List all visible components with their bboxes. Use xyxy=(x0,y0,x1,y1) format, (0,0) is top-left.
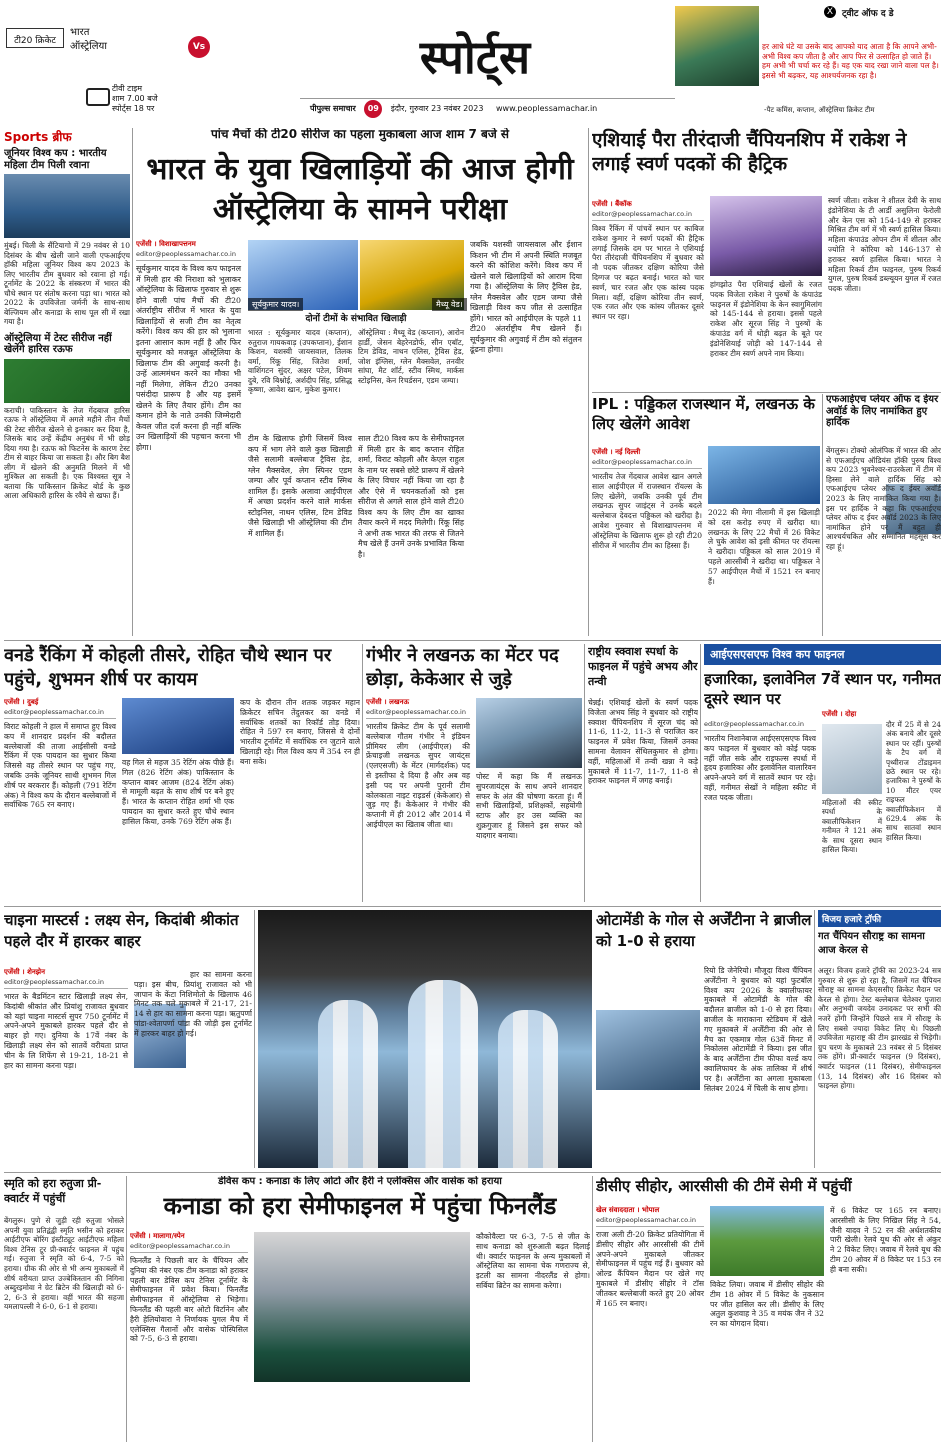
tv-info xyxy=(112,84,192,120)
gambhir-text-1: भारतीय क्रिकेट टीम के पूर्व सलामी बल्लेबाज गौतम गंभीर ने इंडियन प्रीमियर लीग (आईपीएल) की फ्रेंचाइजी लखनऊ सुपर जायंट्स (एलएसजी) के मेंटर (मार्गदर्शक) पद से इस्तीफा दे दिया है और अब वह इसी पद पर अपनी पुरानी टीम कोलकाता नाइट राइडर्स (केकेआर) से जुड़ गए हैं। केकेआर ने गंभीर की कप्तानी में ही 2012 और 2014 में आईपीएल का खिताब जीता था। xyxy=(366,722,470,829)
brief-text-2: कराची। पाकिस्तान के तेज गेंदबाज हारिस रऊफ ने ऑस्ट्रेलिया में अगले महीने तीन मैचों की टेस्ट सीरीज खेलने से इनकार कर दिया है, जिसके बाद उन्हें केंद्रीय अनुबंध में भी छोड़ दिया गया है। रऊफ को फिटनेस के कारण टेस्ट टीम से बाहर किया जा सकता है। और बिग बैश लीग में खेलने की अनुमति मिलने में भी मुश्किल आ सकती है। एक विश्वस्त सूत्र ने बताया कि पाकिस्तान क्रिकेट बोर्ड के कुछ आला अधिकारी हारिस के रवैये से खफा हैं। xyxy=(4,405,130,500)
china-byline: एजेंसी । शेनझेन xyxy=(4,968,45,976)
t20-box xyxy=(6,28,64,48)
ipl-text-1: भारतीय तेज गेंदबाज आवेश खान अगले साल आईपीएल में राजस्थान रॉयल्स के लिए खेलेंगे, जबकि उनकी पूर्व टीम लखनऊ सुपर जाइंट्स ने उनके बदले बल्लेबाज देवदत्त पड्डिकल को खरीदा है। आवेश गुरुवार से विशाखापत्तनम में ऑस्ट्रेलिया के खिलाफ शुरू हो रही टी20 सीरीज में भारतीय टीम का हिस्सा हैं। xyxy=(592,472,702,550)
davis-byline: एजेंसी । मालागा/स्पेन xyxy=(130,1232,185,1240)
lead-col-1: सूर्यकुमार यादव के विश्व कप फाइनल में मिली हार की निराशा को भुलाकर ऑस्ट्रेलिया के खिलाफ गुरुवार से शुरू होने वाली पांच मैचों की टी20 अंतर्राष्ट्रीय सीरीज में भारत के युवा खिलाड़ियों से सजी टीम का नेतृत्व करेंगे। विश्व कप की हार को भुलाना इतना आसान काम नहीं है और फिर सूर्यकुमार को मजबूत ऑस्ट्रेलिया के खिलाफ टीम की अगुवाई करनी है। उन्हें आत्ममंथन करने का मौका भी नहीं मिलेगा, लेकिन टी20 उनका पसंदीदा प्रारूप है और यह इसमें खेलने के लिए तैयार होंगे। टीम का कमान होने के नाते उनकी जिम्मेदारी केवल जीत दर्ज करना ही नहीं बल्कि उन खिलाड़ियों की पहचान करना भी होगा। xyxy=(136,264,241,452)
lead-col-2: टीम के खिलाफ होगी जिसमें विश्व कप में भाग लेने वाले कुछ खिलाड़ी जैसे सलामी बल्लेबाज ट्रैविस हेड, ग्लेन मैक्सवेल, लेग स्पिनर एडम जम्पा और पूर्व कप्तान स्टीव स्मिथ शामिल हैं। इसके अलावा आईपीएल में अच्छा प्रदर्शन करने वाले मार्कस स्टोइनिस, नाथन एलिस, टिम डेविड जैसे खिलाड़ी भी ऑस्ट्रेलिया की टीम में शामिल हैं। xyxy=(248,434,352,538)
dca-story xyxy=(596,1176,941,1442)
argentina-story xyxy=(592,910,812,1168)
kohli-photo xyxy=(122,698,234,754)
smriti-story xyxy=(4,1176,124,1442)
rakesh-photo xyxy=(710,196,822,276)
odi-story xyxy=(4,644,360,902)
tweet-box xyxy=(762,6,942,121)
gambhir-byline: एजेंसी । लखनऊ xyxy=(366,698,409,706)
cummins-photo xyxy=(675,6,759,86)
brief-text-1: मुंबई। चिली के सैंटियागो में 29 नवंबर से 10 दिसंबर के बीच खेली जाने वाली एफआईएच हॉकी महिला जूनियर विश्व कप 2023 के लिए भारतीय टीम बुधवार को रवाना हो गई। टूर्नामेंट के 2022 के संस्करण में भारत की चौथे स्थान पर संतोष करना पड़ा था। भारत को 2022 के उपविजेता जर्मनी के साथ-साथ बेल्जियम और कनाडा के साथ पूल सी में रखा गया है। xyxy=(4,241,130,326)
site-url: www.peoplessamachar.in xyxy=(495,104,598,113)
odi-text-3: कप के दौरान तीन शतक जड़कर महान क्रिकेटर सचिन तेंदुलकर का वनडे में सर्वाधिक शतकों का रिकॉर्ड तोड़ दिया। रोहित ने 597 रन बनाए, जिससे वे दोनों भारतीय टूर्नामेंट में सर्वाधिक रन जुटाने वाले खिलाड़ी रहे। गिल विश्व कप में 354 रन ही बना सके। xyxy=(240,698,360,766)
gambhir-headline: गंभीर ने लखनऊ का मेंटर पद छोड़ा, केकेआर से जुड़े xyxy=(366,645,559,690)
argentina-text: रियो डि जेनेरियो। मौजूदा विश्व चैंपियन अर्जेंटीना ने बुधवार को यहां फुटबॉल विश्व कप 2026 के क्वालीफायर मुकाबले में ओटामेंडी के गोल की बदौलत ब्राजील को 1-0 से हरा दिया। ब्राजील के माराकाना स्टेडियम में खेले गए मुकाबले में अर्जेंटीना की ओर से मैच का एकमात्र गोल 63वें मिनट में निकोलस ओटामेंडी ने किया। इस जीत के बाद अर्जेंटीना टीम फीफा वर्ल्ड कप क्वालिफायर के अंक तालिका में शीर्ष पर है। अर्जेंटीना का अगला मुकाबला सितंबर 2024 में चिली के साथ होगा। xyxy=(704,966,812,1093)
shooter-photo xyxy=(822,724,882,794)
squads-title: दोनों टीमों के संभावित खिलाड़ी xyxy=(305,314,407,324)
archery-story xyxy=(592,128,941,390)
dca-text-2: विकेट लिया। जवाब में डीसीए सीहोर की टीम 18 ओवर में 5 विकेट के नुकसान पर जीत हासिल कर ली। डीसीए के लिए अतुल कुशवाह ने 35 व मयंक जैन ने 32 रन का योगदान दिया। xyxy=(710,1280,824,1329)
issf-text-1: भारतीय निशानेबाज आईएसएसएफ विश्व कप फाइनल में बुधवार को कोई पदक नहीं जीत सके और राइफल्स स्पर्धा में हृदय हजारिका और इलावेनिल वालारिवन अपने-अपने वर्ग में सातवें स्थान पर रहे। वहीं, गनीमत सेखों ने महिला स्कीट में रजत पदक जीता। xyxy=(704,734,816,802)
davis-email: editor@peoplessamachar.co.in xyxy=(130,1242,248,1253)
vijay-headline: गत चैंपियन सौराष्ट्र का सामना आज केरल से xyxy=(818,931,925,956)
page-number: 09 xyxy=(364,100,382,118)
davis-kicker: डेविस कप : कनाडा के लिए ओटो और हैरी ने एलेक्सिस और वासेक को हराया xyxy=(218,1176,502,1187)
lead-col-4: जबकि यशस्वी जायसवाल और ईशान किशन भी टीम में अपनी स्थिति मजबूत करने की कोशिश करेंगे। विश्व कप में खेलने वाले खिलाड़ियों को आराम दिया गया है। ऑस्ट्रेलिया के लिए ट्रैविस हेड, ग्लेन मैक्सवेल और एडम जम्पा जैसे खिलाड़ी विश्व कप जीत से उत्साहित होंगे। भारत को आईपीएल के पहले 11 टी20 अंतर्राष्ट्रीय मैच खेलने हैं। सूर्यकुमार की अगुवाई में टीम को संतुलन ढूंढना होगा। xyxy=(470,240,582,354)
ota-celebration-photo xyxy=(596,1010,700,1090)
odi-text-1: विराट कोहली ने हाल में समाप्त हुए विश्व कप में शानदार प्रदर्शन की बदौलत बल्लेबाजों की ताजा आईसीसी वनडे रैंकिंग में एक पायदान का सुधार किया जिससे वह तीसरे स्थान पर पहुंच गए, जबकि उनके जूनियर साथी शुभमन गिल शीर्ष पर बरकरार हैं। कोहली (791 रेटिंग अंक) ने विश्व कप के दौरान बल्लेबाजों में सर्वाधिक 765 रन बनाए। xyxy=(4,722,116,810)
lead-col-3: साल टी20 विश्व कप के सेमीफाइनल में मिली हार के बाद कप्तान रोहित शर्मा, विराट कोहली और केएल राहुल के नाम पर सबसे छोटे प्रारूप में खेलने के लिए विचार नहीं किया जा रहा है और ऐसे में चयनकर्ताओं को इस सीरीज से अगले साल होने वाले टी20 विश्व कप के लिए टीम का खाका तैयार करने में मदद मिलेगी। रिंकू सिंह ने अभी तक भारत की तरफ से जितने मैच खेले हैं उनमें उनके प्रभावित किया है। xyxy=(358,434,464,559)
brief-column xyxy=(4,128,130,636)
gambhir-photo xyxy=(476,698,582,768)
argentina-brazil-photo xyxy=(258,910,608,1168)
avesh-photo xyxy=(708,446,820,504)
china-headline: चाइना मास्टर्स : लक्ष्य सेन, किदांबी श्रीकांत पहले दौर में हारकर बाहर xyxy=(4,911,239,950)
lead-byline: एजेंसी । विशाखापत्तनम xyxy=(136,240,196,248)
dateline: इंदौर, गुरुवार 23 नवंबर 2023 xyxy=(390,104,484,113)
masthead xyxy=(0,0,945,125)
ipl-email: editor@peoplessamachar.co.in xyxy=(592,458,702,469)
team-australia: ऑस्ट्रेलिया xyxy=(70,41,107,52)
tweet-text: हर आधे घंटे या उसके बाद आपको याद आता है कि आपने अभी-अभी विश्व कप जीता है और आप फिर से उत्साहित हो जाते हैं। हम अभी भी चर्चा कर रहे हैं। यह एक याद रखा जाने वाला पल है। इससे भी बढ़कर, यह आश्चर्यजनक रहा है। xyxy=(762,42,939,80)
archery-text-1: विश्व रैंकिंग में पांचवें स्थान पर काबिज राकेश कुमार ने स्वर्ण पदकों की हैट्रिक लगाई जिसके दम पर भारत ने एशियाई पैरा तीरंदाजी चैंपियनशिप में बुधवार को नौ पदक जीतकर दक्षिण कोरिया जैसे दिग्गज पर बढ़त बनाई। भारत को चार स्वर्ण, चार रजत और एक कांस्य पदक मिला। वहीं, दक्षिण कोरिया तीन स्वर्ण, एक रजत और एक कांस्य जीतकर दूसरे स्थान पर रहा। xyxy=(592,224,704,322)
china-email: editor@peoplessamachar.co.in xyxy=(4,978,128,989)
archery-headline: एशियाई पैरा तीरंदाजी चैंपियनशिप में राकेश ने लगाई स्वर्ण पदकों की हैट्रिक xyxy=(592,129,907,175)
finland-team-photo xyxy=(254,1232,470,1382)
paper-strip xyxy=(300,98,675,118)
tv-time-label: टीवी टाइम xyxy=(112,84,142,93)
argentina-headline: ओटामेंडी के गोल से अर्जेंटीना ने ब्राजील को 1-0 से हराया xyxy=(596,911,812,950)
dca-byline: खेल संवाददाता । भोपाल xyxy=(596,1206,660,1214)
china-text-2: हार का सामना करना पड़ा। इस बीच, प्रियांशु राजावत को भी जापान के केंटा निशिमोतो के खिलाफ 46 मिनट तक चले मुकाबले में 21-17, 21-14 से हार का सामना करना पड़ा। ऋतुपर्णा पांडा-श्वेतापर्णा पांडा की जोड़ी इस टूर्नामेंट में हारकर बाहर हो गई। xyxy=(134,970,252,1038)
dca-email: editor@peoplessamachar.co.in xyxy=(596,1216,704,1227)
archery-text-3: स्वर्ण जीता। राकेश ने शीतल देवी के साथ इंडोनेशिया के टी आर्डी असुलिना फेरोली और केन एस को 154-149 से हराकर मिश्रित टीम वर्ग में भी स्वर्ण हासिल किया। महिला कंपाउंड ओपन टीम में शीतल और ज्योति ने कोरिया को 146-137 से हराकर स्वर्ण हासिल किया। भारत ने महिला रिकर्व टीम फाइनल, पुरुष रिकर्व युगल, पुरुष रिकर्व डब्ल्यूयन युगल में रजत पदक जीता। xyxy=(828,196,941,294)
lead-email: editor@peoplessamachar.co.in xyxy=(136,250,241,261)
davis-headline: कनाडा को हरा सेमीफाइनल में पहुंचा फिनलैंड xyxy=(163,1191,557,1220)
squad-australia: ऑस्ट्रेलिया : मैथ्यू वेड (कप्तान), आरोन हार्डी, जेसन बेहरेनडोर्फ, सीन एबॉट, टिम डेविड, नाथन एलिस, ट्रैविस हेड, जोश इंग्लिस, ग्लेन मैक्सवेल, तनवीर सांघा, मैट शॉर्ट, स्टीव स्मिथ, मार्कस स्टोइनिस, केन रिचर्डसन, एडम जम्पा। xyxy=(358,328,464,385)
gambhir-text-2: पोस्ट में कहा कि मैं लखनऊ सुपरजायंट्स के साथ अपने शानदार सफर के अंत की घोषणा करता हूं। मैं सभी खिलाड़ियों, प्रशिक्षकों, सहयोगी स्टाफ और हर उस व्यक्ति का शुक्रगुजार हूं जिसने इस सफर को यादगार बनाया। xyxy=(476,772,582,840)
brief-headline-1: जूनियर विश्व कप : भारतीय महिला टीम पिली रवाना xyxy=(4,148,107,171)
archery-email: editor@peoplessamachar.co.in xyxy=(592,210,704,221)
dca-text-3: में 6 विकेट पर 165 रन बनाए। आरसीसी के लिए निखिल सिंह ने 54, जैनी यादव ने 52 रन की अर्धशतकीय पारी खेली। रेलवे यूथ की ओर से अंकुर ने 2 विकेट लिए। जवाब में रेलवे यूथ की टीम 20 ओवर में 8 विकेट पर 153 रन ही बना सकी। xyxy=(830,1206,941,1274)
dca-text-1: राजा अली टी-20 क्रिकेट प्रतियोगिता में डीसीए सीहोर और आरसीसी की टीमें अपने-अपने मुकाबले जीतकर सेमीफाइनल में पहुंच गई हैं। बुधवार को ओल्ड कैंपियन मैदान पर खेले गए मुकाबले में डीसीए सीहोर ने टॉस जीतकर बल्लेबाजी करते हुए 20 ओवर में 165 रन बनाए। xyxy=(596,1230,704,1308)
odi-byline: एजेंसी । दुबई xyxy=(4,698,39,706)
odi-email: editor@peoplessamachar.co.in xyxy=(4,708,116,719)
ipl-headline: IPL : पड्डिकल राजस्थान में, लखनऊ के लिए खेलेंगे आवेश xyxy=(592,395,815,433)
issf-story xyxy=(704,644,941,902)
ipl-byline: एजेंसी । नई दिल्ली xyxy=(592,448,641,456)
china-story xyxy=(4,910,252,1168)
tweet-label: ट्वीट ऑफ द डे xyxy=(842,9,894,19)
masthead-title: स्पोर्ट्स xyxy=(419,30,531,84)
squash-story xyxy=(588,644,698,902)
team-india: भारत xyxy=(70,27,90,38)
suryakumar-caption: सूर्यकुमार यादव। xyxy=(248,298,303,311)
issf-email: editor@peoplessamachar.co.in xyxy=(704,720,816,731)
player-right xyxy=(498,1010,558,1168)
vijay-text: अलूर। विजय हजारे ट्रॉफी का 2023-24 सत्र गुरुवार से शुरू हो रहा है, जिसमें गत चैंपियन सौराष्ट्र का सामना केएससीए क्रिकेट मैदान पर केरल से होगा। टेस्ट बल्लेबाज चेतेश्वर पुजारा और अनुभवी जयदेव उनादकट पर सभी की नजरें होंगी जिन्होंने पिछले सत्र में सौराष्ट्र के लिए सबसे ज्यादा विकेट लिए थे। पिछली उपविजेता महाराष्ट्र की टीम झारखंड से भिड़ेगी। ग्रुप चरण के मुकाबले 23 नवंबर से 5 दिसंबर तक होंगे। प्री-क्वार्टर फाइनल (9 दिसंबर), क्वार्टर फाइनल (11 दिसंबर), सेमीफाइनल (13, 14 दिसंबर) और 16 दिसंबर को फाइनल होगा। xyxy=(818,966,941,1091)
lead-headline: भारत के युवा खिलाड़ियों की आज होगी ऑस्ट्रेलिया के सामने परीक्षा xyxy=(146,152,574,227)
vijay-band: विजय हजारे ट्रॉफी xyxy=(818,910,941,927)
wade-caption: मैथ्यू वेड। xyxy=(432,298,467,311)
archery-byline: एजेंसी । बैंकॉक xyxy=(592,200,632,208)
smriti-headline: स्मृति को हरा रुतुजा प्री-क्वार्टर में पहुंचीं xyxy=(4,1177,102,1205)
issf-text-3: महिलाओं की स्कीट स्पर्धा के क्वालीफिकेशन में गनीमत ने 121 अंक के साथ दूसरा स्थान हासिल किया। xyxy=(822,798,882,855)
rauf-photo xyxy=(4,359,130,403)
issf-band: आईएसएसएफ विश्व कप फाइनल xyxy=(704,644,941,665)
odi-headline: वनडे रैंकिंग में कोहली तीसरे, रोहित चौथे स्थान पर पहुंचे, शुभमन शीर्ष पर कायम xyxy=(4,645,332,690)
squash-headline: राष्ट्रीय स्क्वाश स्पर्धा के फाइनल में पहुंचे अभय और तन्वी xyxy=(588,645,698,688)
ipl-story xyxy=(592,394,820,636)
cricket-match-photo xyxy=(710,1206,824,1276)
t20-label: टी20 क्रिकेट xyxy=(14,36,56,46)
ipl-text-2: 2022 की मेगा नीलामी में इस खिलाड़ी को दस करोड़ रुपए में खरीदा था। लखनऊ के लिए 22 मैचों में 26 विकेट ले चुके आवेश को इसी कीमत पर रॉयल्स ने खरीदा। पड्डिकल को साल 2019 में पहले आरसीबी ने खरीदा था। पड्डिकल ने 57 आईपीएल मैचों में 1521 रन बनाए हैं। xyxy=(708,508,820,586)
squad-india: भारत : सूर्यकुमार यादव (कप्तान), रुतुराज गायकवाड़ (उपकप्तान), ईशान किशन, यशस्वी जायसवाल, तिलक वर्मा, रिंकू सिंह, जितेश शर्मा, वाशिंगटन सुंदर, अक्षर पटेल, शिवम दुबे, रवि बिश्नोई, अर्शदीप सिंह, प्रसिद्ध कृष्णा, आवेश खान, मुकेश कुमार। xyxy=(248,328,352,394)
award-headline: एफआईएच प्लेयर ऑफ द ईयर अवॉर्ड के लिए नामांकित हुए हार्दिक xyxy=(826,394,939,428)
vijay-story xyxy=(818,910,941,1168)
player-messi xyxy=(408,980,478,1168)
tv-time: शाम 7.00 बजे xyxy=(112,94,158,103)
x-icon: X xyxy=(824,6,836,18)
squash-text: चेन्नई। एशियाई खेलों के स्वर्ण पदक विजेता अभय सिंह ने बुधवार को राष्ट्रीय स्क्वाश चैंपियनशिप में सूरज चंद को 11-6, 11-2, 11-3 से पराजित कर फाइनल में प्रवेश किया, जिसमें उनका सामना वेलावन सेंथिलकुमार से होगा। वहीं, महिलाओं में तन्वी खन्ना ने कड़े मुकाबले में 11-7, 11-7, 11-8 से हराकर फाइनल में जगह बनाई। xyxy=(588,698,698,786)
vs-label: Vs xyxy=(192,42,206,52)
brief-logo: Sports ब्रीफ xyxy=(4,130,72,144)
smriti-text: बेंगलुरू। पुणे से जुड़ी रही रुतुजा भोसले अपनी युवा प्रतिद्वंद्वी स्मृति भसीन को हराकर आईटीएफ बोरिंग इंस्टीट्यूट आईटीएफ महिला विश्व टेनिस टूर प्री-क्वार्टर फाइनल में पहुंच गई। रुतुजा ने स्मृति को 6-4, 7-5 को हराया। ग्रीक की ओर से भी अन्य मुकाबलों में शीर्ष वरीयता प्राप्त उज्बेकिस्तान की निगिना अब्दुरइमोवा ने ग्रेट ब्रिटेन की खिलाड़ी को 6-2, 6-3 से हराया। वहीं भारत की सहजा यमलापल्ली ने 6-0, 6-1 से हराया। xyxy=(4,1216,124,1312)
vs-badge xyxy=(188,36,210,58)
issf-text-2: दौर में 25 में से 24 अंक बनाये और दूसरे स्थान पर रहीं। पुरुषों के टैप वर्ग में पृथ्वीराज टोंडाइमन छठे स्थान पर रहे। हजारिका ने पुरुषों के 10 मीटर एयर राइफल क्वालीफिकेशन में 629.4 अंक के साथ सातवां स्थान हासिल किया। xyxy=(886,720,941,842)
tv-icon xyxy=(86,88,110,106)
award-story xyxy=(826,394,941,636)
gambhir-email: editor@peoplessamachar.co.in xyxy=(366,708,470,719)
davis-text-2: कौकोवैल्टा पर 6-3, 7-5 से जीत के साथ कनाडा को शुरुआती बढ़त दिलाई थी। क्वार्टर फाइनल के अन्य मुकाबलों में ऑस्ट्रेलिया का सामना चेक गणराज्य से, इटली का सामना नीदरलैंड से होगा। सर्बिया ब्रिटेन का सामना करेगा। xyxy=(476,1232,590,1290)
dca-headline: डीसीए सीहोर, आरसीसी की टीमें सेमी में पहुंचीं xyxy=(596,1177,852,1195)
tv-channel: स्पोर्ट्स 18 पर xyxy=(112,104,155,113)
hockey-team-photo xyxy=(4,174,130,238)
davis-story xyxy=(130,1176,590,1442)
issf-headline: हजारिका, इलावेनिल 7वें स्थान पर, गनीमत दूसरे स्थान पर xyxy=(704,670,941,708)
award-text: बेंगलुरू। टोक्यो ओलंपिक में भारत की ओर से एफआईएच ऑडियंस हॉकी पुरुष विश्व कप 2023 भुवनेश्वर-राउरकेला में टीम में हिस्सा लेने वाले हार्दिक सिंह को एफआईएच प्लेयर ऑफ द ईयर अवॉर्ड 2023 के लिए नामांकित किया गया है। इस पर हार्दिक ने कहा कि एफआईएच प्लेयर ऑफ द ईयर अवॉर्ड 2023 के लिए नामांकित होने पर मैं बहुत ही आश्चर्यचकित और सम्मानित महसूस कर रहा हूं। xyxy=(826,446,941,551)
china-text-1: भारत के बैडमिंटन स्टार खिलाड़ी लक्ष्य सेन, किदांबी श्रीकांत और प्रियांशु राजावत बुधवार को यहां चाइना मास्टर्स सुपर 750 टूर्नामेंट में अपने-अपने मुकाबले हारकर पहले दौर से बाहर हो गए। दुनिया के 17वें नंबर के खिलाड़ी लक्ष्य सेन को सातवें वरीयता प्राप्त चीन के लि शिफेंग से 19-21, 18-21 से हार का सामना करना पड़ा। xyxy=(4,992,128,1070)
paper-name: पीपुल्स समाचार xyxy=(310,104,356,113)
archery-text-2: हांगझोउ पैरा एशियाई खेलों के रजत पदक विजेता राकेश ने पुरुषों के कंपाउंड फाइनल में इंडोनेशिया के केन स्वागुमिलांग को 145-144 से हराया। इससे पहले राकेश और सूरज सिंह ने पुरुषों के कंपाउंड वर्ग में थोड़ी बढ़त के बूते पर इंडोनेशियाई जोड़ी को 147-144 से हराकर टीम स्वर्ण अपने नाम किया। xyxy=(710,280,822,358)
lead-story xyxy=(136,128,584,636)
player-left xyxy=(318,1000,378,1168)
lead-kicker: पांच मैचों की टी20 सीरीज का पहला मुकाबला आज शाम 7 बजे से xyxy=(210,128,510,141)
issf-byline: एजेंसी । दोहा xyxy=(822,710,857,718)
team-box xyxy=(70,24,185,64)
brief-headline-2: ऑस्ट्रेलिया में टेस्ट सीरीज नहीं खेलेंगे हारिस रऊफ xyxy=(4,332,112,355)
tweet-author: -पैट कमिंस, कप्तान, ऑस्ट्रेलिया क्रिकेट टीम xyxy=(764,106,875,114)
odi-text-2: वह गिल से महज 35 रेटिंग अंक पीछे हैं। गिल (826 रेटिंग अंक) पाकिस्तान के कप्तान बाबर आजम (824 रेटिंग अंक) से मामूली बढ़त के साथ शीर्ष पर बने हुए हैं। भारत के कप्तान रोहित शर्मा भी एक पायदान का सुधार करते हुए चौथे स्थान हासिल किया, उनके 769 रेटिंग अंक हैं। xyxy=(122,758,234,826)
gambhir-story xyxy=(366,644,582,902)
davis-text-1: फिनलैंड ने पिछली बार के चैंपियन और दुनिया की नंबर एक टीम कनाडा को हराकर पहली बार डेविस कप टेनिस टूर्नामेंट के सेमीफाइनल में प्रवेश किया। फिनलैंड सेमीफाइनल में ऑस्ट्रेलिया से भिड़ेगा। फिनलैंड की पहली बार ओटो विर्टानेन और हैरी हेलियोवारा ने निर्णायक युगल मैच में एलेक्सिस गैलार्नो और वासेक पोस्पिसिल को 7-5, 6-3 से हराया। xyxy=(130,1256,248,1344)
